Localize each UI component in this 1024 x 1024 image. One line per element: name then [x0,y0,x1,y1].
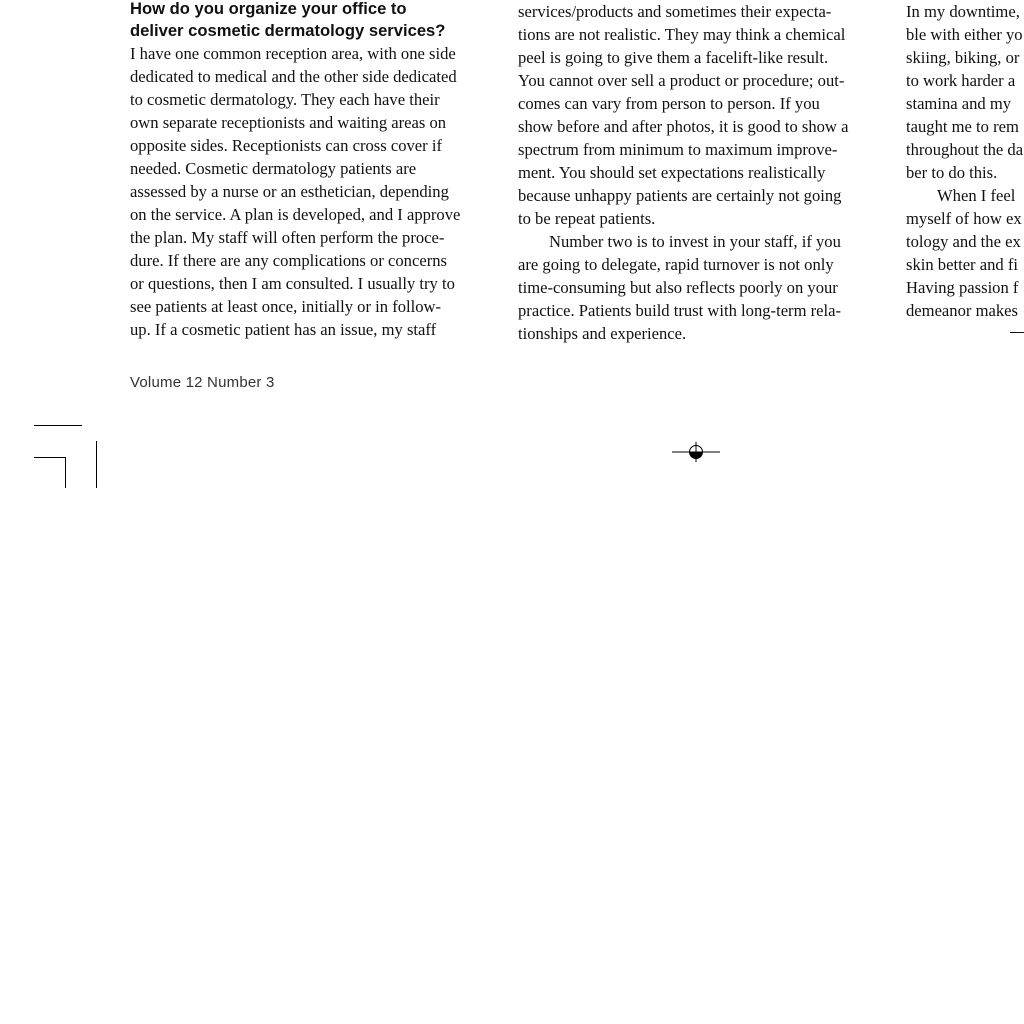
body-text-line: see patients at least once, initially or in follow- [130,297,442,316]
body-text-line: ber to do this. [906,163,998,182]
body-text-line: own separate receptionists and waiting areas on [130,113,447,132]
article-column-3 [906,0,1024,322]
article-column-2 [518,0,880,345]
body-text-line: because unhappy patients are certainly not going [518,186,842,205]
crop-mark-horizontal-bottom [34,457,66,458]
body-text-line: ble with either yo [906,25,1023,44]
body-text-line: dedicated to medical and the other side dedicated [130,67,457,86]
registration-mark-icon [672,440,720,464]
body-text-line: time-consuming but also reflects poorly on your [518,278,838,297]
body-text-line: to cosmetic dermatology. They each have their [130,90,440,109]
body-text-line: tions are not realistic. They may think a chemical [518,25,846,44]
section-heading-line-2: deliver cosmetic dermatology services? [130,21,446,40]
body-text-line: peel is going to give them a facelift-like result. [518,48,829,67]
body-text-line: When I feel [937,186,1016,205]
body-text-line: Having passion f [906,278,1019,297]
body-text-line: skiing, biking, or [906,48,1020,67]
article-column-1 [130,0,492,341]
body-text-line: tology and the ex [906,232,1021,251]
body-text-line: demeanor makes [906,301,1018,320]
body-text-line: needed. Cosmetic dermatology patients are [130,159,417,178]
body-text-line: the plan. My staff will often perform the proce- [130,228,445,247]
crop-mark-vertical-outer [96,441,97,488]
section-heading-line-1: How do you organize your office to [130,0,407,18]
body-text-line: tionships and experience. [518,324,687,343]
body-text-line: opposite sides. Receptionists can cross cover if [130,136,442,155]
column-end-dash [1010,332,1024,333]
body-text-line: Number two is to invest in your staff, if you [549,232,841,251]
body-text-line: to be repeat patients. [518,209,656,228]
crop-mark-horizontal-top [34,425,82,426]
body-text-line: In my downtime, [906,2,1020,21]
body-text-line: You cannot over sell a product or procedure; out- [518,71,845,90]
body-text-line: or questions, then I am consulted. I usually try to [130,274,455,293]
body-text-line: on the service. A plan is developed, and I approve [130,205,461,224]
body-text-line: myself of how ex [906,209,1022,228]
body-text-line: taught me to rem [906,117,1019,136]
body-text-line: to work harder a [906,71,1016,90]
body-text-line: show before and after photos, it is good to show a [518,117,849,136]
body-text-line: services/products and sometimes their expecta- [518,2,832,21]
body-text-line: spectrum from minimum to maximum improve- [518,140,838,159]
body-text-line: assessed by a nurse or an esthetician, depending [130,182,449,201]
body-text-line: I have one common reception area, with one side [130,44,456,63]
body-text-line: stamina and my [906,94,1012,113]
body-text-line: throughout the da [906,140,1024,159]
issue-footer: Volume 12 Number 3 [130,374,275,391]
crop-mark-vertical-inner [65,457,66,488]
body-text-line: skin better and fi [906,255,1018,274]
body-text-line: dure. If there are any complications or concerns [130,251,447,270]
body-text-line: ment. You should set expectations realistically [518,163,826,182]
body-text-line: practice. Patients build trust with long-term rela- [518,301,842,320]
body-text-line: comes can vary from person to person. If you [518,94,820,113]
body-text-line: up. If a cosmetic patient has an issue, my staff [130,320,437,339]
body-text-line: are going to delegate, rapid turnover is not only [518,255,834,274]
